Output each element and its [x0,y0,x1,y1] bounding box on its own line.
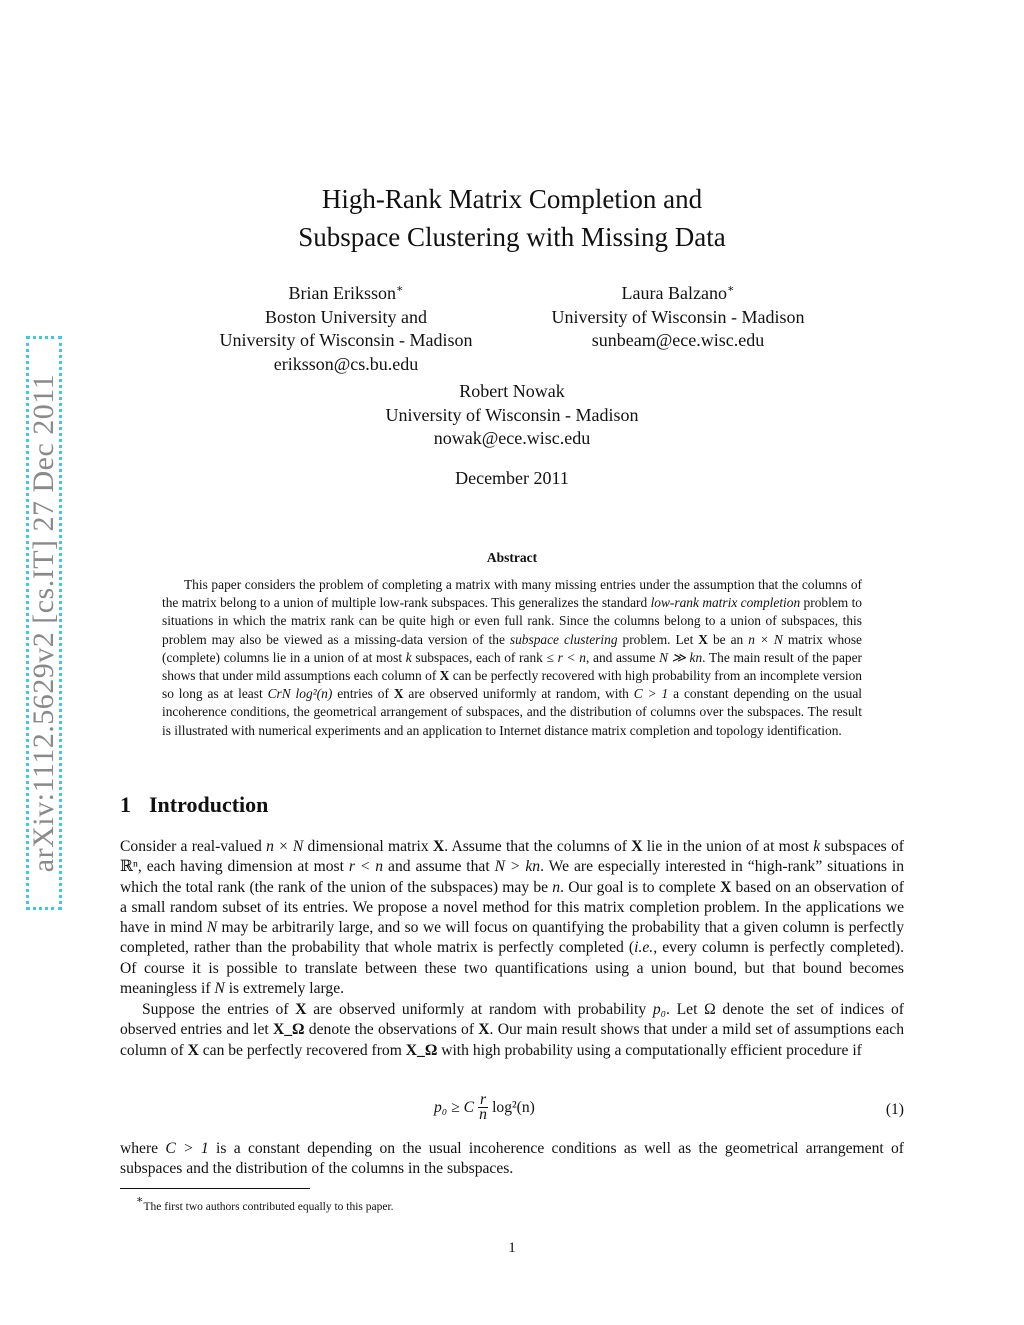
arxiv-identifier[interactable]: arXiv:1112.5629v2 [cs.IT] 27 Dec 2011 [27,373,60,873]
equation-body [434,1093,535,1122]
intro-paragraph-1: Consider a real-valued n × N dimensional matrix X. Assume that the columns of X lie in the union of at most k subspaces of ℝⁿ, each having dimension at most r < n and assume that N > kn. We are especially interested in “high-rank” situations in which the total rank (the rank of the union of the subspaces) may be n. Our goal is to complete X based on an observation of a small random subset of its entries. We propose a novel method for this matrix completion problem. In the applications we have in mind N may be arbitrarily large, and so we will focus on quantifying the probability that a given column is perfectly completed, rather than the probability that whole matrix is perfectly completed (i.e., every column is perfectly completed). Of course it is possible to translate between these two quantifications using a union bound, but that bound becomes meaningless if N is extremely large. [120,838,905,998]
equation-lhs: p₀ ≥ C [434,1098,474,1116]
footnote [136,1193,394,1213]
footnote-divider [120,1188,310,1189]
fraction-denominator: n [479,1106,487,1123]
title-line-1: High-Rank Matrix Completion and [321,184,703,214]
author-name: Laura Balzano [621,283,727,303]
section-number: 1 [120,792,131,817]
abstract-heading: Abstract [486,550,538,565]
abstract-body: This paper considers the problem of completing a matrix with many missing entries under the assumption that the columns of the matrix belong to a union of multiple low-rank subspaces. This generalizes the standard low-rank matrix completion problem to situations in which the matrix rank can be quite high or even full rank. Since the columns belong to a union of subspaces, this problem may also be viewed as a missing-data version of the subspace clustering problem. Let X be an n × N matrix whose (complete) columns lie in a union of at most k subspaces, each of rank ≤ r < n, and assume N ≫ kn. The main result of the paper shows that under mild assumptions each column of X can be perfectly recovered with high probability from an incomplete version so long as at least CrN log²(n) entries of X are observed uniformly at random, with C > 1 a constant depending on the usual incoherence conditions, the geometrical arrangement of subspaces, and the distribution of columns over the subspaces. The result is illustrated with numerical experiments and an application to Internet distance matrix completion and topology identification. [162,577,863,738]
page-number: 1 [508,1240,516,1256]
author-block-balzano [528,278,828,353]
author-name: Brian Eriksson [288,283,396,303]
author-email: sunbeam@ece.wisc.edu [591,330,765,350]
publication-date: December 2011 [455,468,569,488]
section-title: Introduction [149,792,269,817]
author-footnote-mark: ∗ [396,283,404,295]
fraction-numerator: r [479,1091,487,1108]
section-heading-introduction [120,792,268,818]
author-footnote-mark: ∗ [726,283,735,295]
intro-paragraph-3: where C > 1 is a constant depending on the usual incoherence conditions as well as the geometrical arrangement of subspaces and the distribution of the columns in the subspaces. [120,1140,905,1178]
author-block-nowak [362,380,662,451]
equation-number: (1) [885,1101,904,1118]
author-name: Robert Nowak [459,381,565,401]
author-affiliation: University of Wisconsin - Madison [385,404,639,425]
author-affiliation: Boston University and [265,306,427,327]
author-affiliation: University of Wisconsin - Madison [551,306,805,327]
author-email: nowak@ece.wisc.edu [433,428,591,448]
author-block-eriksson [196,278,496,376]
author-affiliation: University of Wisconsin - Madison [219,330,473,350]
footnote-text: The first two authors contributed equally to this paper. [143,1201,394,1213]
title-line-2: Subspace Clustering with Missing Data [298,222,726,252]
author-email: eriksson@cs.bu.edu [273,353,419,374]
equation-rhs: log²(n) [492,1098,535,1116]
intro-paragraph-2: Suppose the entries of X are observed uniformly at random with probability p₀. Let Ω denote the set of indices of observed entries and let X_Ω denote the observations of X. Our main result shows that under a mild set of assumptions each column of X can be perfectly recovered from X_Ω with high probability using a computationally efficient procedure if [120,1001,904,1059]
equation-fraction [478,1093,488,1122]
paper-title [0,180,1024,256]
footnote-mark: ∗ [136,1194,144,1206]
equation-1 [120,1093,904,1127]
